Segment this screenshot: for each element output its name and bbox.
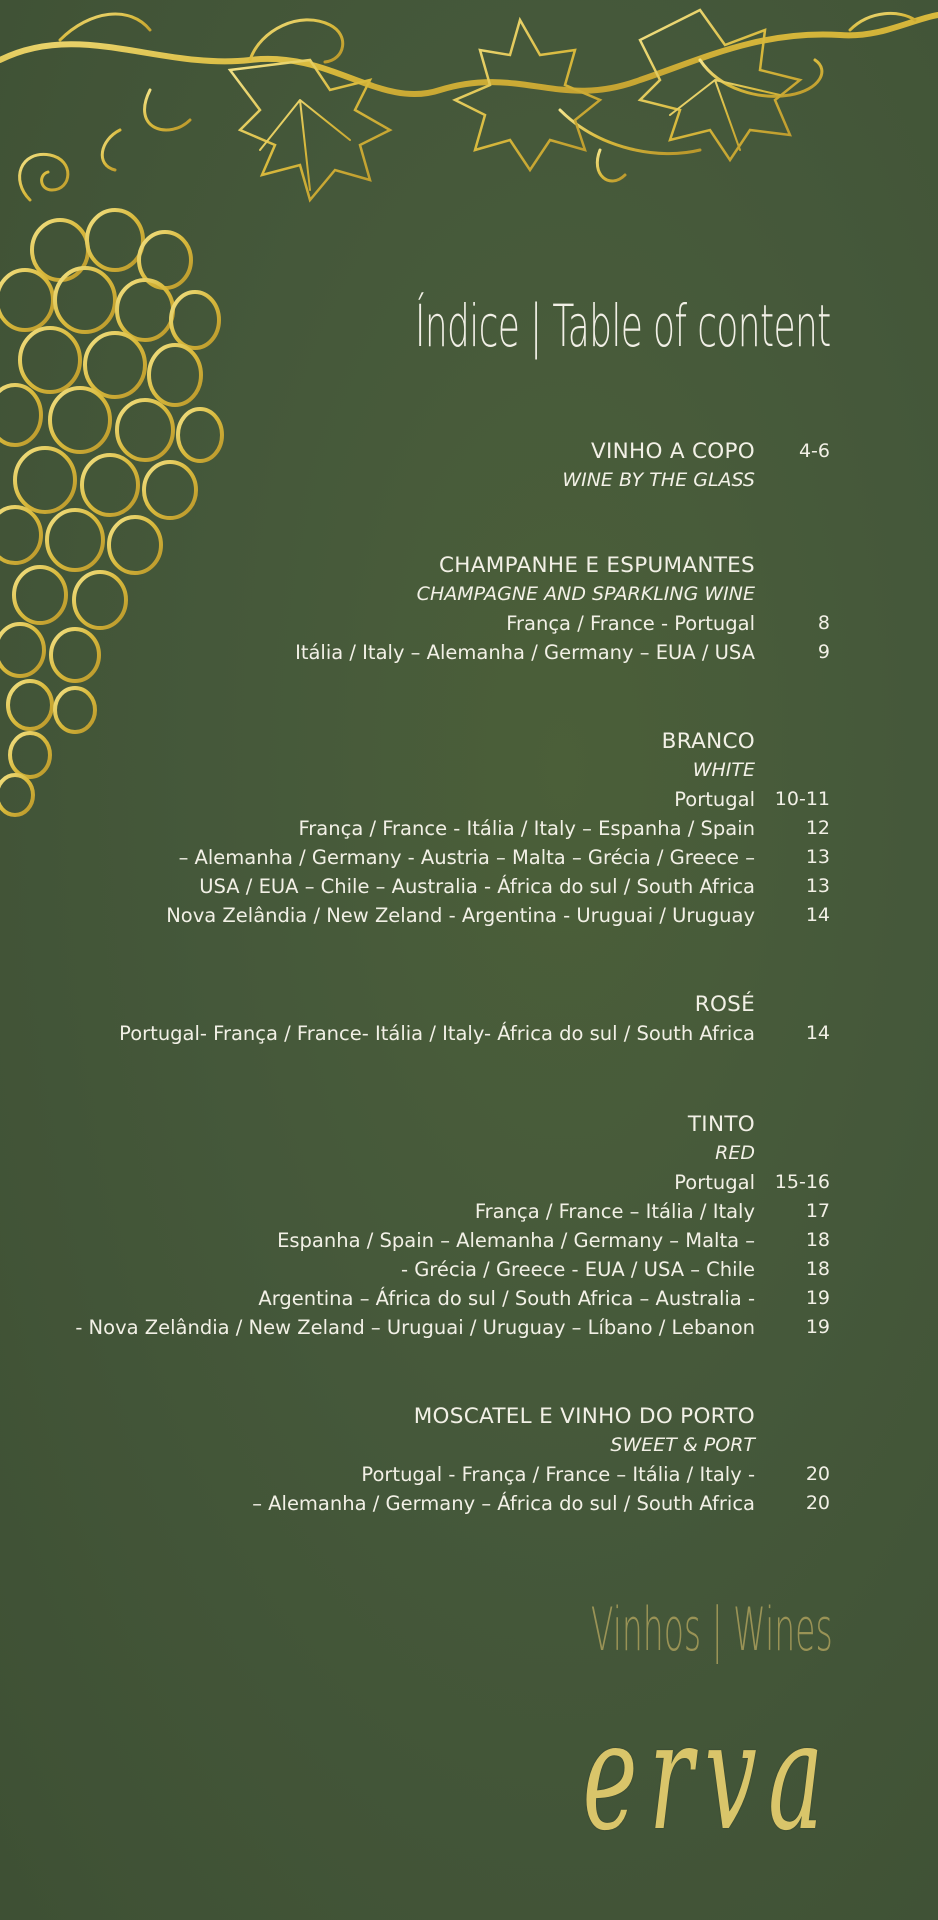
- toc-line: [40, 727, 830, 756]
- toc-subheading: CHAMPAGNE AND SPARKLING WINE: [416, 583, 755, 605]
- toc-line: [40, 1431, 830, 1460]
- toc-heading: CHAMPANHE E ESPUMANTES: [438, 553, 755, 578]
- toc-page-number: 18: [805, 1229, 830, 1251]
- toc-line: [40, 1168, 830, 1197]
- toc-page-number: 9: [817, 641, 830, 663]
- toc-page-number: 14: [805, 904, 830, 926]
- toc-heading: VINHO A COPO: [590, 439, 755, 464]
- toc-section-sparkling: [40, 551, 830, 667]
- toc-line: [40, 1460, 830, 1489]
- toc-page-number: 20: [805, 1492, 830, 1514]
- toc-section-rose: [40, 990, 830, 1048]
- toc-item: Itália / Italy – Alemanha / Germany – EUA / USA: [295, 641, 755, 664]
- page-title: Índice | Table of content: [415, 292, 831, 360]
- toc-page-number: 19: [805, 1316, 830, 1338]
- toc-item: Portugal: [674, 1171, 755, 1194]
- toc-page-number: 13: [805, 846, 830, 868]
- toc-item: França / France - Portugal: [506, 612, 755, 635]
- toc-item: Argentina – África do sul / South Africa – Australia -: [258, 1287, 755, 1310]
- toc-page-number: 15-16: [774, 1171, 830, 1193]
- toc-item: França / France - Itália / Italy – Espanha / Spain: [298, 817, 755, 840]
- toc-page-number: 13: [805, 875, 830, 897]
- toc-line: [40, 843, 830, 872]
- toc-item: Nova Zelândia / New Zeland - Argentina - Uruguai / Uruguay: [166, 904, 755, 927]
- toc-item: França / France – Itália / Italy: [474, 1200, 755, 1223]
- toc-line: [40, 1402, 830, 1431]
- toc-item: – Alemanha / Germany - Austria – Malta – Grécia / Greece –: [178, 846, 755, 869]
- toc-line: [40, 872, 830, 901]
- toc-line: [40, 1226, 830, 1255]
- toc-line: [40, 756, 830, 785]
- toc-page-number: 20: [805, 1463, 830, 1485]
- toc-item: Espanha / Spain – Alemanha / Germany – Malta –: [277, 1229, 755, 1252]
- toc-line: [40, 466, 830, 495]
- toc-item: Portugal: [674, 788, 755, 811]
- toc-page-number: 10-11: [774, 788, 830, 810]
- toc-section-white: [40, 727, 830, 930]
- toc-heading: BRANCO: [661, 729, 755, 754]
- toc-page-number: 19: [805, 1287, 830, 1309]
- toc-item: – Alemanha / Germany – África do sul / South Africa: [252, 1492, 755, 1515]
- toc-subheading: WHITE: [692, 759, 755, 781]
- toc-subheading: SWEET & PORT: [610, 1434, 755, 1456]
- toc-line: [40, 580, 830, 609]
- toc-item: - Nova Zelândia / New Zeland – Uruguai / Uruguay – Líbano / Lebanon: [75, 1316, 755, 1339]
- toc-page-number: 4-6: [798, 440, 830, 462]
- toc-heading: MOSCATEL E VINHO DO PORTO: [413, 1404, 755, 1429]
- toc-line: [40, 1255, 830, 1284]
- toc-line: [40, 437, 830, 466]
- brand-subtitle: Vinhos | Wines: [591, 1595, 833, 1665]
- toc-item: - Grécia / Greece - EUA / USA – Chile: [400, 1258, 755, 1281]
- toc-line: [40, 551, 830, 580]
- toc-section-wine-by-glass: [40, 437, 830, 495]
- toc-section-red: [40, 1110, 830, 1342]
- toc-page-number: 14: [805, 1022, 830, 1044]
- toc-line: [40, 1197, 830, 1226]
- toc-line: [40, 1284, 830, 1313]
- toc-line: [40, 785, 830, 814]
- table-of-contents: [40, 437, 830, 1518]
- toc-page-number: 12: [805, 817, 830, 839]
- toc-heading: ROSÉ: [694, 992, 755, 1017]
- toc-item: Portugal- França / France- Itália / Italy- África do sul / South Africa: [119, 1022, 755, 1045]
- toc-item: Portugal - França / France – Itália / Italy -: [361, 1463, 755, 1486]
- toc-page-number: 17: [805, 1200, 830, 1222]
- toc-page-number: 18: [805, 1258, 830, 1280]
- toc-item: USA / EUA – Chile – Australia - África do sul / South Africa: [199, 875, 755, 898]
- toc-line: [40, 1489, 830, 1518]
- toc-line: [40, 1313, 830, 1342]
- toc-line: [40, 901, 830, 930]
- toc-line: [40, 609, 830, 638]
- toc-line: [40, 990, 830, 1019]
- toc-line: [40, 1139, 830, 1168]
- toc-subheading: WINE BY THE GLASS: [562, 469, 755, 491]
- toc-heading: TINTO: [687, 1112, 755, 1137]
- toc-line: [40, 1110, 830, 1139]
- toc-line: [40, 814, 830, 843]
- toc-subheading: RED: [715, 1142, 755, 1164]
- toc-line: [40, 638, 830, 667]
- toc-section-sweet-port: [40, 1402, 830, 1518]
- brand-logo: erva: [582, 1690, 835, 1864]
- toc-line: [40, 1019, 830, 1048]
- toc-page-number: 8: [817, 612, 830, 634]
